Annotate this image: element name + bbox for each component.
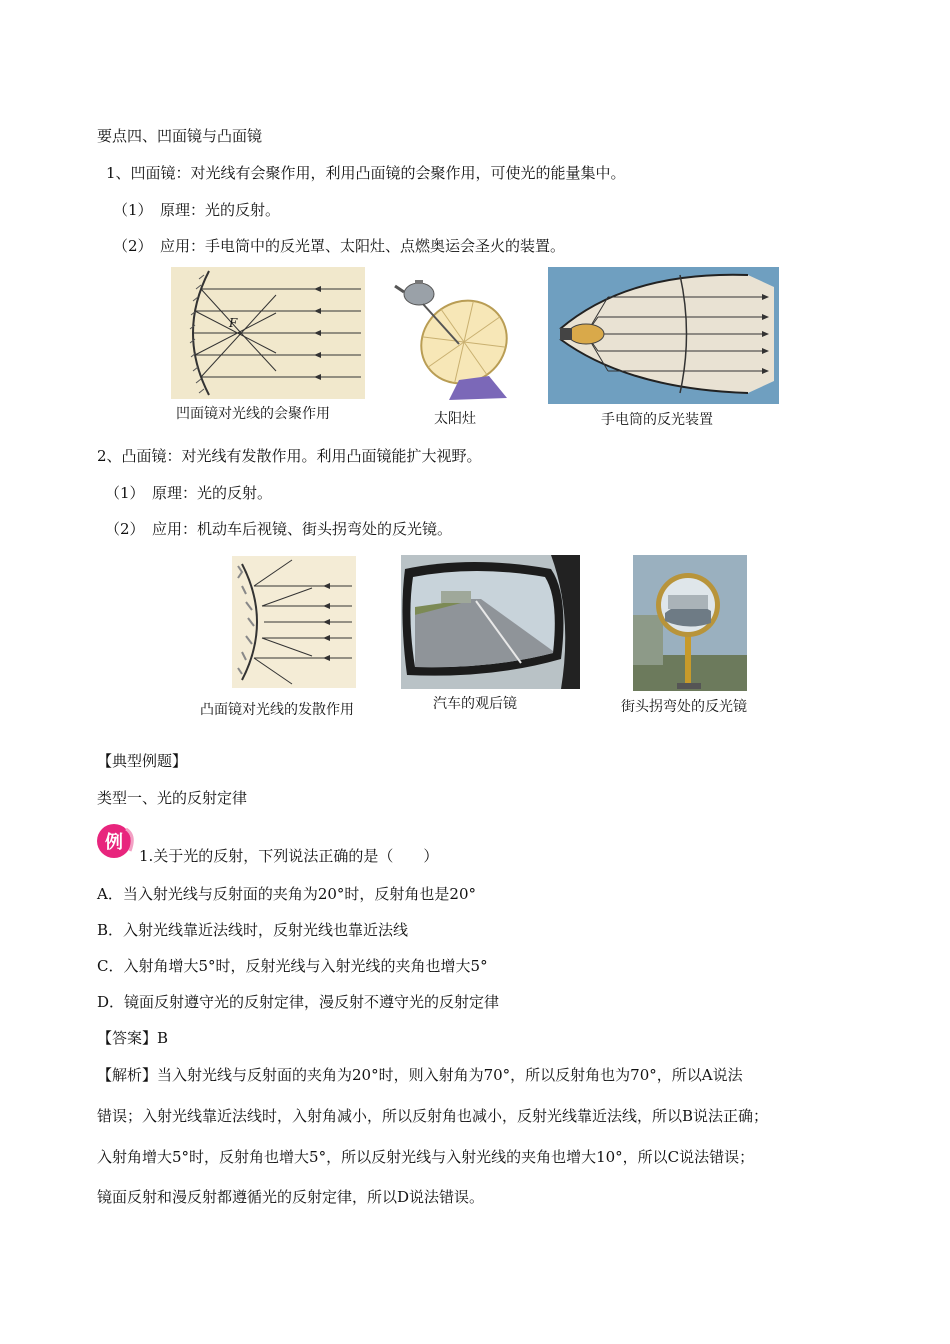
convex-principle: （1） 原理：光的反射。 <box>105 484 273 502</box>
section-heading: 要点四、凹面镜与凸面镜 <box>97 127 263 145</box>
examples-header: 【典型例题】 <box>97 752 188 770</box>
question-stem: 1.关于光的反射，下列说法正确的是（ ） <box>139 847 439 865</box>
type-one-heading: 类型一、光的反射定律 <box>97 789 248 807</box>
street-corner-mirror-photo <box>633 555 747 691</box>
analysis-line-3: 入射角增大5°时，反射角也增大5°，所以反射光线与入射光线的夹角也增大10°，所以C说法错误； <box>97 1148 755 1166</box>
analysis-line-4: 镜面反射和漫反射都遵循光的反射定律，所以D说法错误。 <box>97 1188 485 1206</box>
caption-flashlight: 手电筒的反光装置 <box>601 412 713 428</box>
analysis-line-1: 【解析】当入射光线与反射面的夹角为20°时，则入射角为70°，所以反射角也为70°，所以A说法 <box>97 1066 743 1084</box>
convex-mirror-diverging-figure <box>232 556 356 688</box>
solar-cooker-figure <box>389 272 519 404</box>
concave-title: 1、凹面镜：对光线有会聚作用，利用凸面镜的会聚作用，可使光的能量集中。 <box>106 164 626 182</box>
option-b: B．入射光线靠近法线时，反射光线也靠近法线 <box>97 921 409 939</box>
caption-car-mirror: 汽车的观后镜 <box>433 696 517 712</box>
concave-principle: （1） 原理：光的反射。 <box>113 201 281 219</box>
option-c: C．入射角增大5°时，反射光线与入射光线的夹角也增大5° <box>97 957 488 975</box>
convex-title: 2、凸面镜：对光线有发散作用。利用凸面镜能扩大视野。 <box>97 447 482 465</box>
example-badge-text: 例 <box>105 832 123 853</box>
caption-solar-cooker: 太阳灶 <box>434 411 476 427</box>
car-rearview-mirror-photo <box>401 555 580 689</box>
option-d: D．镜面反射遵守光的反射定律，漫反射不遵守光的反射定律 <box>97 993 500 1011</box>
concave-mirror-converging-figure <box>171 267 365 399</box>
concave-application: （2） 应用：手电筒中的反光罩、太阳灶、点燃奥运会圣火的装置。 <box>113 237 566 255</box>
convex-application: （2） 应用：机动车后视镜、街头拐弯处的反光镜。 <box>105 520 453 538</box>
caption-concave-converging: 凹面镜对光线的会聚作用 <box>176 406 330 422</box>
flashlight-reflector-figure <box>548 267 779 404</box>
focus-label: F <box>229 316 238 330</box>
caption-street-mirror: 街头拐弯处的反光镜 <box>621 699 747 715</box>
option-a: A．当入射光线与反射面的夹角为20°时，反射角也是20° <box>97 885 477 903</box>
example-badge-icon <box>96 821 136 861</box>
analysis-line-2: 错误；入射光线靠近法线时，入射角减小，所以反射角也减小，反射光线靠近法线，所以B说法正确； <box>97 1107 769 1125</box>
answer-line: 【答案】B <box>97 1029 169 1047</box>
caption-convex-diverging: 凸面镜对光线的发散作用 <box>200 702 354 718</box>
